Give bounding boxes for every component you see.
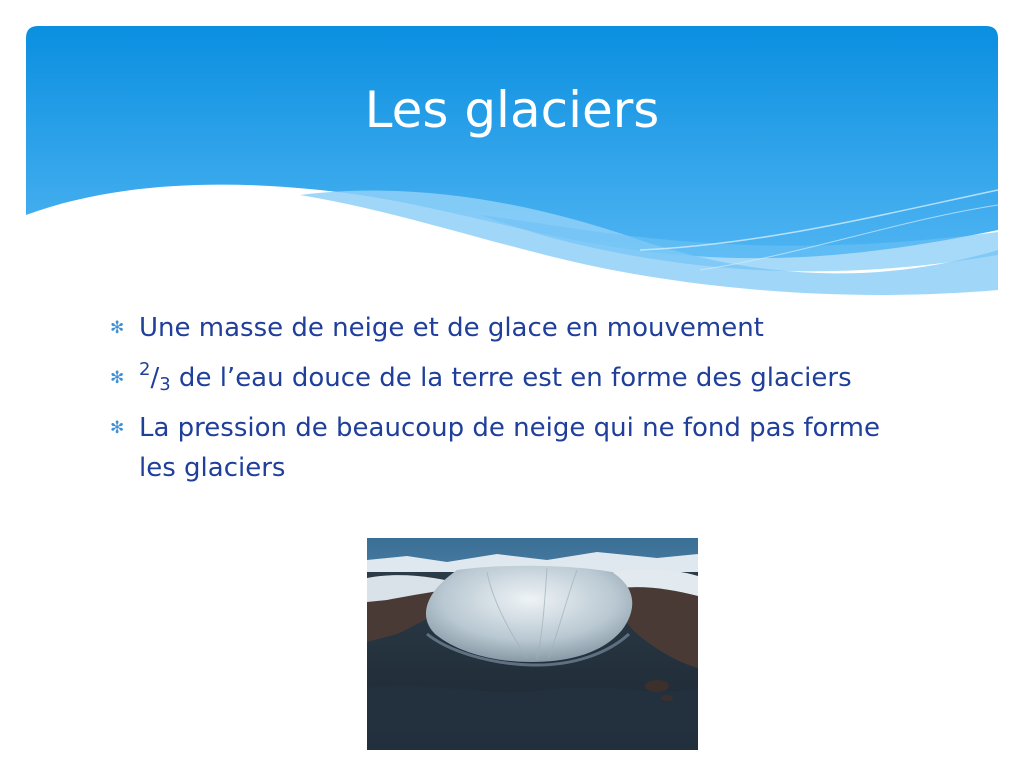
asterisk-bullet-icon: ✻ (110, 318, 125, 338)
asterisk-bullet-icon: ✻ (110, 418, 125, 438)
fraction-slash: / (150, 363, 160, 393)
fraction-denominator: 3 (159, 374, 171, 395)
fraction-two-thirds (139, 359, 171, 395)
header-wave-band (0, 0, 1024, 300)
fraction-numerator: 2 (139, 359, 151, 380)
bullet-list (108, 308, 908, 498)
glacier-aerial-photo (367, 538, 698, 750)
asterisk-bullet-icon: ✻ (110, 368, 125, 388)
bullet-item (108, 308, 908, 348)
bullet-text: de l’eau douce de la terre est en forme des glaciers (170, 363, 852, 393)
bullet-text: Une masse de neige et de glace en mouvement (139, 313, 764, 343)
bullet-item (108, 408, 908, 488)
bullet-text: La pression de beaucoup de neige qui ne fond pas forme les glaciers (139, 413, 880, 483)
bullet-item (108, 358, 908, 398)
slide-title: Les glaciers (364, 81, 660, 139)
